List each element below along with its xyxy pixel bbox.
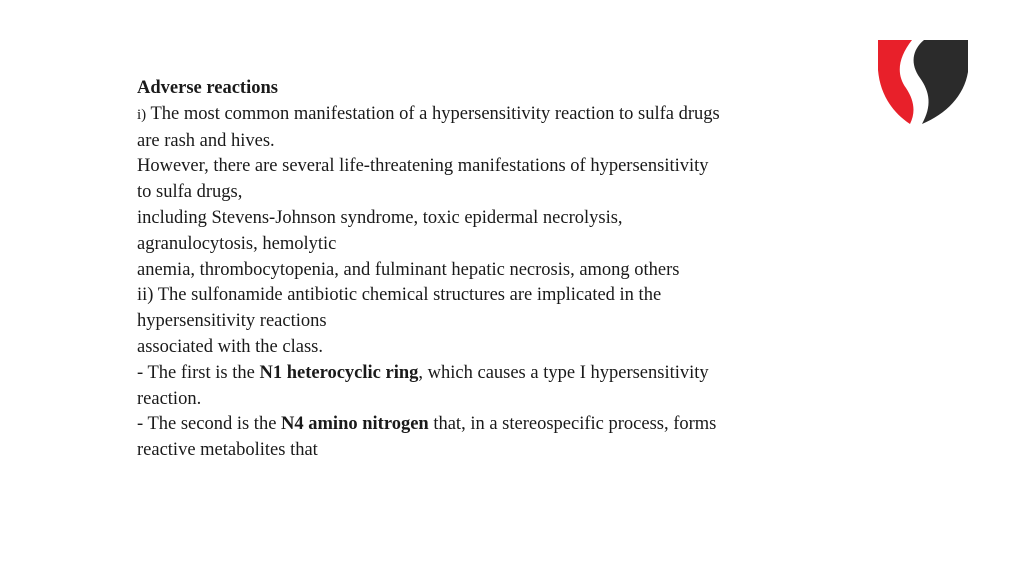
text-line: associated with the class.: [137, 336, 323, 357]
text-line: are rash and hives.: [137, 130, 275, 151]
text-line: reactive metabolites that: [137, 440, 318, 461]
slide-body: [137, 76, 837, 464]
term-n4-amino-nitrogen: N4 amino nitrogen: [281, 414, 429, 435]
heading-adverse-reactions: Adverse reactions: [137, 78, 278, 98]
logo-dark-half: [914, 40, 968, 124]
list-marker-i: i): [137, 106, 147, 123]
text-line: i) The most common manifestation of a hypersensitivity reaction to sulfa drugs: [137, 103, 720, 124]
text-line: including Stevens-Johnson syndrome, toxic epidermal necrolysis,: [137, 207, 623, 228]
text-line: anemia, thrombocytopenia, and fulminant hepatic necrosis, among others: [137, 259, 680, 280]
text-line: reaction.: [137, 388, 202, 409]
text-line: However, there are several life-threatening manifestations of hypersensitivity: [137, 156, 709, 177]
text-line: agranulocytosis, hemolytic: [137, 233, 337, 254]
term-n1-heterocyclic-ring: N1 heterocyclic ring: [259, 362, 419, 383]
text-line-n1: - The first is the N1 heterocyclic ring, which causes a type I hypersensitivity: [137, 362, 709, 383]
text-line-n4: - The second is the N4 amino nitrogen that, in a stereospecific process, forms: [137, 414, 717, 435]
text-line: ii) The sulfonamide antibiotic chemical structures are implicated in the: [137, 285, 662, 306]
text-line: to sulfa drugs,: [137, 182, 243, 203]
shield-s-logo-icon: [876, 36, 970, 126]
logo-red-half: [878, 40, 913, 124]
text-line: hypersensitivity reactions: [137, 311, 327, 332]
